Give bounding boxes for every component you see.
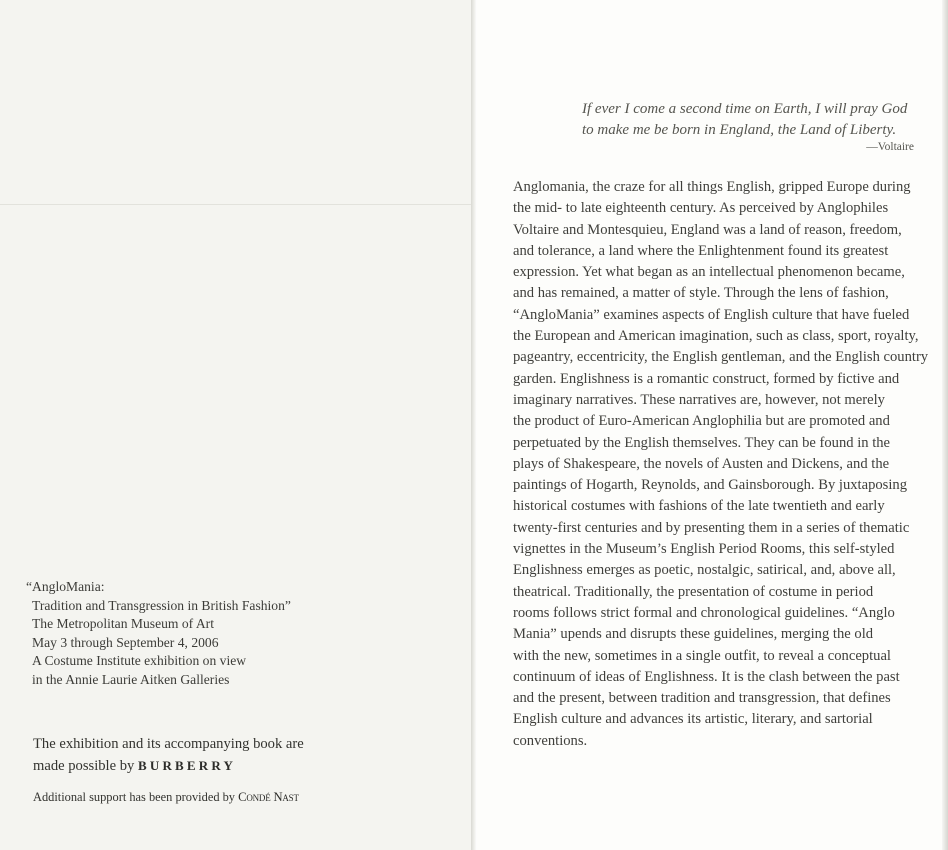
body-line: Anglomania, the craze for all things English, gripped Europe during	[513, 179, 911, 195]
credit-line-title: “AngloMania:	[26, 579, 105, 594]
conde-nast-logo: Condé Nast	[238, 790, 299, 804]
body-paragraph	[513, 177, 933, 752]
body-line: Englishness emerges as poetic, nostalgic, satirical, and, above all,	[513, 562, 896, 579]
body-line: English culture and advances its artistic, literary, and sartorial	[513, 711, 873, 728]
body-line: “AngloMania” examines aspects of English culture that have fueled	[513, 306, 910, 323]
body-line: and tolerance, a land where the Enlightenment found its greatest	[513, 242, 889, 259]
quote-attribution: —Voltaire	[866, 141, 914, 153]
body-line: pageantry, eccentricity, the English gentleman, and the English country	[513, 349, 929, 366]
credit-line-dates: May 3 through September 4, 2006	[32, 634, 219, 650]
body-line: and the present, between tradition and transgression, that defines	[513, 690, 891, 707]
body-line: imaginary narratives. These narratives are, however, not merely	[513, 391, 885, 408]
body-line: theatrical. Traditionally, the presentation of costume in period	[513, 583, 874, 600]
body-line: continuum of ideas of Englishness. It is the clash between the past	[513, 668, 900, 685]
credit-line-museum: The Metropolitan Museum of Art	[32, 616, 214, 632]
body-line: with the new, sometimes in a single outfit, to reveal a conceptual	[513, 647, 891, 664]
fold-line	[0, 204, 473, 205]
body-line: plays of Shakespeare, the novels of Austen and Dickens, and the	[513, 455, 890, 472]
exhibition-credits	[26, 578, 446, 690]
body-line: the European and American imagination, such as class, sport, royalty,	[513, 328, 919, 345]
sponsor-statement	[33, 734, 453, 777]
body-line: the mid- to late eighteenth century. As perceived by Anglophiles	[513, 200, 889, 217]
additional-support	[33, 788, 463, 806]
body-line: historical costumes with fashions of the late twentieth and early	[513, 498, 885, 515]
sponsor-line-brand	[33, 755, 453, 777]
body-line: Mania” upends and disrupts these guidelines, merging the old	[513, 626, 874, 643]
epigraph-quote	[582, 99, 922, 141]
quote-line: If ever I come a second time on Earth, I will pray God	[582, 101, 908, 117]
body-line: garden. Englishness is a romantic construct, formed by fictive and	[513, 370, 900, 387]
burberry-logo: BURBERRY	[138, 758, 237, 773]
body-line: paintings of Hogarth, Reynolds, and Gainsborough. By juxtaposing	[513, 477, 907, 494]
body-line: vignettes in the Museum’s English Period Rooms, this self-styled	[513, 541, 895, 558]
quote-line: to make me be born in England, the Land of Liberty.	[582, 122, 897, 138]
credit-line-galleries: in the Annie Laurie Aitken Galleries	[32, 671, 230, 687]
body-line: expression. Yet what began as an intellectual phenomenon became,	[513, 264, 905, 281]
support-prefix: Additional support has been provided by	[33, 790, 236, 804]
body-line: perpetuated by the English themselves. They can be found in the	[513, 434, 891, 451]
credit-line-subtitle: Tradition and Transgression in British Fashion”	[32, 597, 291, 613]
body-line: twenty-first centuries and by presenting them in a series of thematic	[513, 519, 910, 536]
credit-line-institute: A Costume Institute exhibition on view	[32, 653, 247, 669]
body-line: the product of Euro-American Anglophilia but are promoted and	[513, 413, 890, 430]
body-line: Voltaire and Montesquieu, England was a land of reason, freedom,	[513, 221, 902, 238]
body-line: and has remained, a matter of style. Through the lens of fashion,	[513, 285, 889, 302]
sponsor-prefix: made possible by	[33, 758, 135, 774]
body-line: conventions.	[513, 732, 588, 749]
body-line: rooms follows strict formal and chronological guidelines. “Anglo	[513, 604, 895, 621]
page-edge	[942, 0, 948, 850]
sponsor-line: The exhibition and its accompanying book are	[33, 736, 304, 752]
